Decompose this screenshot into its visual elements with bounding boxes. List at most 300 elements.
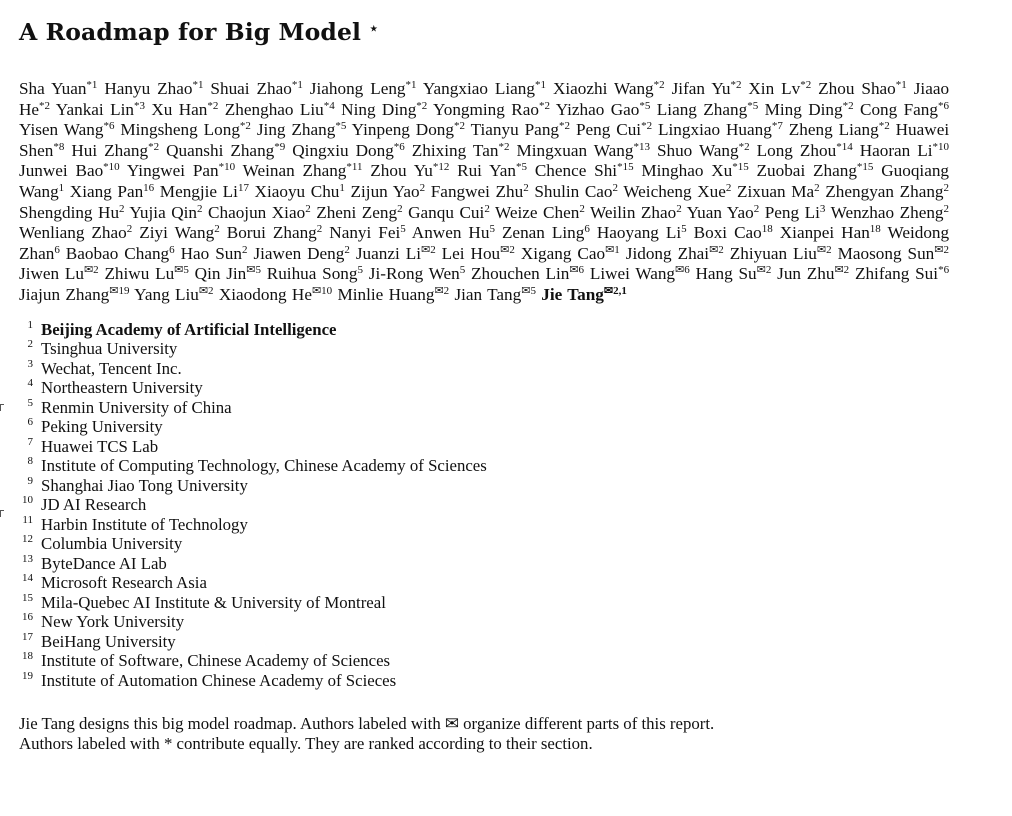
author	[777, 264, 849, 283]
author	[129, 203, 202, 222]
author-name: Lei Hou	[441, 243, 501, 263]
author-affiliation-mark: *2	[416, 99, 428, 112]
author-name: Mengjie Li	[159, 181, 238, 201]
affiliation-name: Microsoft Research Asia	[41, 573, 207, 593]
author-name: Zhouchen Lin	[470, 264, 570, 284]
author	[553, 79, 665, 98]
author	[253, 244, 349, 263]
author-name: Xiaoyu Chu	[254, 181, 340, 201]
author-name: Shuo Wang	[656, 140, 739, 160]
author	[412, 223, 495, 242]
author-affiliation-mark: 2	[305, 202, 311, 215]
author	[590, 203, 682, 222]
author	[412, 141, 510, 160]
author-affiliation-mark: *1	[534, 79, 546, 91]
author-affiliation-mark: ✉5	[174, 264, 189, 277]
author-affiliation-mark: ✉2,1	[603, 284, 627, 297]
author	[352, 120, 465, 139]
affiliation-item	[19, 320, 949, 340]
author	[590, 264, 690, 283]
author	[495, 203, 585, 222]
author-affiliation-mark: *2	[148, 140, 160, 153]
affiliation-number: 9	[27, 474, 33, 487]
author-name: Yizhao Gao	[555, 99, 640, 119]
author	[151, 100, 218, 119]
author	[160, 182, 249, 201]
author	[757, 161, 874, 180]
author-affiliation-mark: 2	[119, 202, 125, 215]
author-affiliation-mark: 2	[725, 181, 732, 194]
author-affiliation-mark: 2	[484, 202, 490, 215]
author-name: Yang Liu	[134, 284, 199, 304]
author	[369, 264, 465, 283]
author	[351, 182, 426, 201]
author-affiliation-mark: *2	[239, 120, 251, 133]
author-name: Huawei Shen	[19, 120, 950, 160]
author-affiliation-mark: 2	[579, 202, 585, 215]
author-affiliation-mark: *2	[454, 120, 465, 133]
author-name: Zijun Yao	[350, 181, 420, 201]
author-affiliation-mark: ✉1	[605, 243, 620, 256]
author-affiliation-mark: *14	[836, 140, 853, 153]
author-affiliation-mark: *8	[53, 140, 65, 153]
author-name: Xigang Cao	[520, 243, 606, 263]
affiliation-number: 15	[22, 591, 33, 604]
author	[855, 264, 949, 283]
author	[442, 244, 515, 263]
affiliation-number: 11	[22, 513, 33, 526]
author-name: Chence Shi	[534, 161, 618, 181]
author	[521, 244, 620, 263]
affiliation-number: 10	[22, 494, 33, 507]
author-affiliation-mark: *10	[932, 140, 950, 153]
author-affiliation-mark: *2	[842, 99, 854, 112]
author-name: Junwei Bao	[19, 161, 104, 181]
author-affiliation-mark: *6	[938, 264, 950, 277]
author-affiliation-mark: *13	[633, 140, 650, 153]
author-affiliation-mark: *2	[538, 99, 550, 112]
affiliation-number: 6	[27, 416, 33, 429]
author-name: Hao Sun	[180, 243, 242, 263]
author	[19, 285, 129, 304]
affiliation-name: Renmin University of China	[41, 397, 232, 417]
author-name: Peng Cui	[575, 120, 642, 140]
author-name: Lingxiao Huang	[658, 120, 772, 140]
affiliation-number: 16	[22, 611, 33, 624]
affiliation-name: Institute of Automation Chinese Academy of Scieces	[41, 670, 397, 690]
author-notes	[19, 714, 949, 754]
author	[672, 79, 742, 98]
author-name: Hanyu Zhao	[104, 79, 193, 98]
author-affiliation-mark: *2	[738, 140, 750, 153]
affiliation-number: 7	[27, 435, 33, 448]
author-name: Qingxiu Dong	[292, 140, 394, 160]
author-name: Qin Jin	[194, 264, 247, 284]
author-affiliation-mark: 2	[316, 223, 323, 236]
author-name: Xu Han	[151, 99, 208, 119]
author-name: Jiaao He	[19, 79, 950, 119]
affiliation-item	[19, 398, 949, 418]
author-name: Peng Li	[764, 202, 820, 222]
author-name: Mingxuan Wang	[516, 140, 634, 160]
author	[104, 264, 188, 283]
author	[431, 182, 529, 201]
author	[576, 120, 652, 139]
author-affiliation-mark: *2	[641, 120, 653, 133]
affiliation-list	[19, 320, 949, 691]
author-name: Jiajun Zhang	[19, 284, 110, 304]
author	[789, 120, 890, 139]
author-affiliation-mark: 2	[943, 202, 950, 215]
author-affiliation-mark: 5	[459, 264, 466, 277]
author	[267, 264, 363, 283]
author	[208, 203, 311, 222]
author-name: Yangxiao Liang	[422, 79, 535, 98]
affiliation-item	[19, 632, 949, 652]
author	[19, 161, 120, 180]
author-name: Minlie Huang	[337, 284, 435, 304]
author-name: Maosong Sun	[837, 243, 935, 263]
author-name: Jidong Zhai	[625, 243, 710, 263]
author-name: Haoyang Li	[596, 223, 682, 243]
author-affiliation-mark: *15	[732, 161, 749, 174]
author	[516, 141, 650, 160]
author-name: Weinan Zhang	[242, 161, 347, 181]
author-affiliation-mark: ✉5	[246, 264, 261, 277]
author-affiliation-mark: 6	[584, 223, 590, 236]
author-name: Jiwen Lu	[19, 264, 84, 284]
author-affiliation-mark: 16	[143, 181, 155, 194]
author-affiliation-mark: *1	[86, 79, 98, 91]
author	[457, 161, 527, 180]
author-affiliation-mark: 5	[357, 264, 363, 277]
affiliation-item	[19, 573, 949, 593]
author-name: Yinpeng Dong	[351, 120, 454, 140]
author	[356, 244, 436, 263]
author-list	[19, 79, 949, 306]
author-name: Liwei Wang	[589, 264, 676, 284]
author	[370, 161, 449, 180]
author	[19, 79, 97, 98]
author	[641, 161, 748, 180]
author	[70, 182, 154, 201]
author	[831, 203, 949, 222]
affiliation-name: Columbia University	[41, 534, 183, 554]
author-affiliation-mark: ✉2	[709, 243, 724, 256]
paper-title	[19, 14, 949, 47]
author-affiliation-mark: *1	[405, 79, 417, 91]
author	[423, 79, 546, 98]
page-crop-mark-top	[0, 404, 4, 411]
author-name: Zhou Shao	[818, 79, 896, 98]
author-name: Zhengyan Zhang	[825, 181, 944, 201]
author	[471, 120, 570, 139]
affiliation-item	[19, 651, 949, 671]
author	[166, 141, 285, 160]
author	[225, 100, 335, 119]
author	[210, 79, 302, 98]
author-affiliation-mark: ✉19	[109, 284, 130, 297]
affiliation-name: Wechat, Tencent Inc.	[41, 358, 182, 378]
author	[127, 161, 235, 180]
author-affiliation-mark: *5	[335, 120, 347, 133]
affiliation-item	[19, 339, 949, 359]
affiliation-number: 3	[27, 357, 33, 370]
author-affiliation-mark: *10	[218, 161, 236, 174]
author-name: Sha Yuan	[19, 79, 87, 98]
author	[818, 79, 907, 98]
author	[694, 223, 773, 242]
author-name: Jiawen Deng	[253, 243, 345, 263]
author-name: Shulin Cao	[534, 181, 613, 201]
author	[696, 264, 772, 283]
affiliation-name: Harbin Institute of Technology	[41, 514, 248, 534]
author-affiliation-mark: 3	[819, 202, 826, 215]
author-name: Ming Ding	[764, 99, 843, 119]
author-affiliation-mark: 2	[753, 202, 760, 215]
author-affiliation-mark: 5	[489, 223, 495, 236]
author	[316, 203, 402, 222]
author-name: Xiang Pan	[69, 181, 144, 201]
author	[838, 244, 949, 263]
author-name: Zheni Zeng	[316, 202, 398, 222]
author-name: Weize Chen	[495, 202, 580, 222]
author-name: Ning Ding	[341, 99, 417, 119]
author-affiliation-mark: 5	[400, 223, 406, 236]
author-name: Yujia Qin	[129, 202, 197, 222]
author-affiliation-mark: ✉6	[569, 264, 585, 277]
author	[257, 120, 346, 139]
author-name: Wenzhao Zheng	[830, 202, 944, 222]
affiliation-item	[19, 554, 949, 574]
affiliation-name: Tsinghua University	[41, 339, 178, 359]
affiliation-item	[19, 437, 949, 457]
author	[120, 120, 251, 139]
author-name: Liang Zhang	[656, 99, 748, 119]
author-affiliation-mark: ✉2	[756, 264, 772, 277]
affiliation-number: 2	[27, 338, 33, 351]
author-name: Hui Zhang	[71, 140, 149, 160]
author-name: Quanshi Zhang	[166, 140, 275, 160]
author-name: Anwen Hu	[411, 223, 490, 243]
affiliation-name: Institute of Software, Chinese Academy of Sciences	[41, 651, 391, 671]
affiliation-item	[19, 671, 949, 691]
author-affiliation-mark: 2	[197, 202, 203, 215]
author	[243, 161, 363, 180]
author-name: Yankai Lin	[55, 99, 134, 119]
author-name: Rui Yan	[457, 161, 517, 181]
author-name: Yisen Wang	[19, 120, 104, 140]
author-affiliation-mark: *10	[103, 161, 120, 174]
author	[541, 285, 627, 304]
author	[597, 223, 687, 242]
author-affiliation-mark: *2	[800, 79, 812, 91]
affiliation-name: Huawei TCS Lab	[41, 436, 159, 456]
author	[687, 203, 760, 222]
author-affiliation-mark: *3	[133, 99, 145, 112]
author-affiliation-mark: 2	[344, 243, 350, 256]
author-name: Zheng Liang	[788, 120, 879, 140]
author-affiliation-mark: 2	[241, 243, 248, 256]
author	[139, 223, 219, 242]
affiliation-number: 8	[27, 455, 33, 468]
author-name: Baobao Chang	[65, 243, 170, 263]
affiliation-name: Institute of Computing Technology, Chinese Academy of Sciences	[41, 456, 487, 476]
author-name: Weicheng Xue	[623, 181, 726, 201]
author-name: Zhenghao Liu	[224, 99, 324, 119]
affiliation-name: ByteDance AI Lab	[41, 553, 167, 573]
author-affiliation-mark: *6	[938, 99, 949, 112]
author-affiliation-mark: 2	[419, 181, 426, 194]
author-name: Boxi Cao	[693, 223, 762, 243]
author	[471, 264, 584, 283]
author	[66, 244, 175, 263]
author-name: Ganqu Cui	[408, 202, 485, 222]
author-affiliation-mark: ✉2	[420, 243, 436, 256]
author-name: Yuan Yao	[686, 202, 754, 222]
author	[19, 223, 132, 242]
author-affiliation-mark: ✉5	[521, 284, 536, 297]
author	[657, 141, 750, 160]
affiliation-name: Mila-Quebec AI Institute & University of Montreal	[41, 592, 386, 612]
author-name: Xianpei Han	[779, 223, 870, 243]
author	[860, 100, 949, 119]
author-affiliation-mark: ✉2	[834, 264, 850, 277]
author-name: Chaojun Xiao	[208, 202, 306, 222]
author	[310, 79, 417, 98]
affiliation-name: Peking University	[41, 417, 163, 437]
author-affiliation-mark: 2	[126, 223, 133, 236]
author-affiliation-mark: *1	[192, 79, 204, 91]
author	[19, 120, 114, 139]
author-affiliation-mark: 6	[169, 243, 175, 256]
author-affiliation-mark: *5	[516, 161, 528, 174]
author-name: Jun Zhu	[777, 264, 835, 284]
author-affiliation-mark: *2	[653, 79, 665, 91]
author-affiliation-mark: ✉2	[434, 284, 450, 297]
author-affiliation-mark: ✉2	[83, 264, 99, 277]
author	[780, 223, 881, 242]
affiliation-item	[19, 593, 949, 613]
author-affiliation-mark: *2	[498, 140, 510, 153]
author-name: Mingsheng Long	[120, 120, 240, 140]
author-affiliation-mark: *2	[878, 120, 890, 133]
title-footnote-mark: ⋆	[369, 21, 379, 37]
author	[71, 141, 159, 160]
author-affiliation-mark: *9	[274, 140, 286, 153]
author	[433, 100, 550, 119]
affiliation-name: Beijing Academy of Artificial Intelligence	[41, 319, 337, 339]
author	[737, 182, 820, 201]
author-name: Ziyi Wang	[139, 223, 215, 243]
author-name: Zhixing Tan	[411, 140, 499, 160]
affiliation-number: 18	[22, 650, 33, 663]
author-affiliation-mark: *12	[432, 161, 450, 174]
author-name: Minghao Xu	[641, 161, 733, 181]
author-affiliation-mark: *7	[771, 120, 783, 133]
author-name: Jian Tang	[454, 284, 522, 304]
author	[502, 223, 590, 242]
author-affiliation-mark: ✉10	[311, 284, 333, 297]
author-name: Jifan Yu	[671, 79, 731, 98]
author-affiliation-mark: *2	[207, 99, 219, 112]
author-name: Yongming Rao	[433, 99, 539, 119]
author-affiliation-mark: *15	[617, 161, 634, 174]
affiliation-name: Northeastern University	[41, 378, 203, 398]
author	[658, 120, 783, 139]
author-name: Wenliang Zhao	[19, 223, 127, 243]
author	[56, 100, 145, 119]
author-affiliation-mark: 5	[681, 223, 687, 236]
author-name: Weidong Zhan	[19, 223, 950, 263]
author-name: Zhiwu Lu	[104, 264, 175, 284]
author	[730, 244, 832, 263]
author-name: Tianyu Pang	[470, 120, 560, 140]
author-name: Xiaozhi Wang	[552, 79, 654, 98]
author-name: Hang Su	[695, 264, 757, 284]
author-name: Shengding Hu	[19, 202, 120, 222]
author	[341, 100, 427, 119]
author-affiliation-mark: 18	[869, 223, 881, 236]
affiliation-item	[19, 515, 949, 535]
affiliation-name: New York University	[41, 612, 185, 632]
author	[134, 285, 213, 304]
author-affiliation-mark: 2	[214, 223, 220, 236]
affiliation-item	[19, 495, 949, 515]
author-affiliation-mark: 1	[58, 181, 65, 194]
author-name: Jing Zhang	[256, 120, 336, 140]
author	[623, 182, 731, 201]
author	[292, 141, 405, 160]
author-affiliation-mark: ✉2	[198, 284, 214, 297]
author-name: Zenan Ling	[501, 223, 585, 243]
affiliation-name: BeiHang University	[41, 631, 176, 651]
author	[104, 79, 203, 98]
author	[337, 285, 449, 304]
author	[748, 79, 811, 98]
author-affiliation-mark: *5	[747, 99, 759, 112]
author	[626, 244, 724, 263]
page-crop-mark-bottom	[0, 510, 4, 517]
affiliation-number: 19	[22, 669, 33, 682]
author	[454, 285, 536, 304]
author-affiliation-mark: ✉2	[934, 243, 949, 256]
author-affiliation-mark: *2	[559, 120, 571, 133]
author-affiliation-mark: *5	[639, 99, 651, 112]
author-affiliation-mark: 2	[676, 202, 682, 215]
author-name: Xin Lv	[748, 79, 801, 98]
author-name: Zhiyuan Liu	[729, 243, 817, 263]
author-name: Juanzi Li	[355, 243, 421, 263]
author-affiliation-mark: *6	[393, 140, 405, 153]
author-affiliation-mark: 2	[612, 181, 619, 194]
affiliation-item	[19, 534, 949, 554]
author-affiliation-mark: *11	[346, 161, 363, 174]
author-note-line-2: Authors labeled with * contribute equally. They are ranked according to their section.	[19, 734, 593, 754]
author	[825, 182, 949, 201]
affiliation-item	[19, 417, 949, 437]
author-affiliation-mark: *2	[730, 79, 742, 91]
affiliation-number: 5	[27, 396, 33, 409]
affiliation-number: 4	[27, 377, 33, 390]
author-affiliation-mark: 1	[339, 181, 345, 194]
author-name: Ruihua Song	[266, 264, 358, 284]
author-affiliation-mark: *1	[291, 79, 303, 91]
author-affiliation-mark: 2	[397, 202, 403, 215]
author-note-line-1: Jie Tang designs this big model roadmap. Authors labeled with ✉ organize different parts of this report.	[19, 714, 715, 734]
author-name: Jiahong Leng	[309, 79, 406, 98]
paper-front-matter	[19, 14, 949, 754]
